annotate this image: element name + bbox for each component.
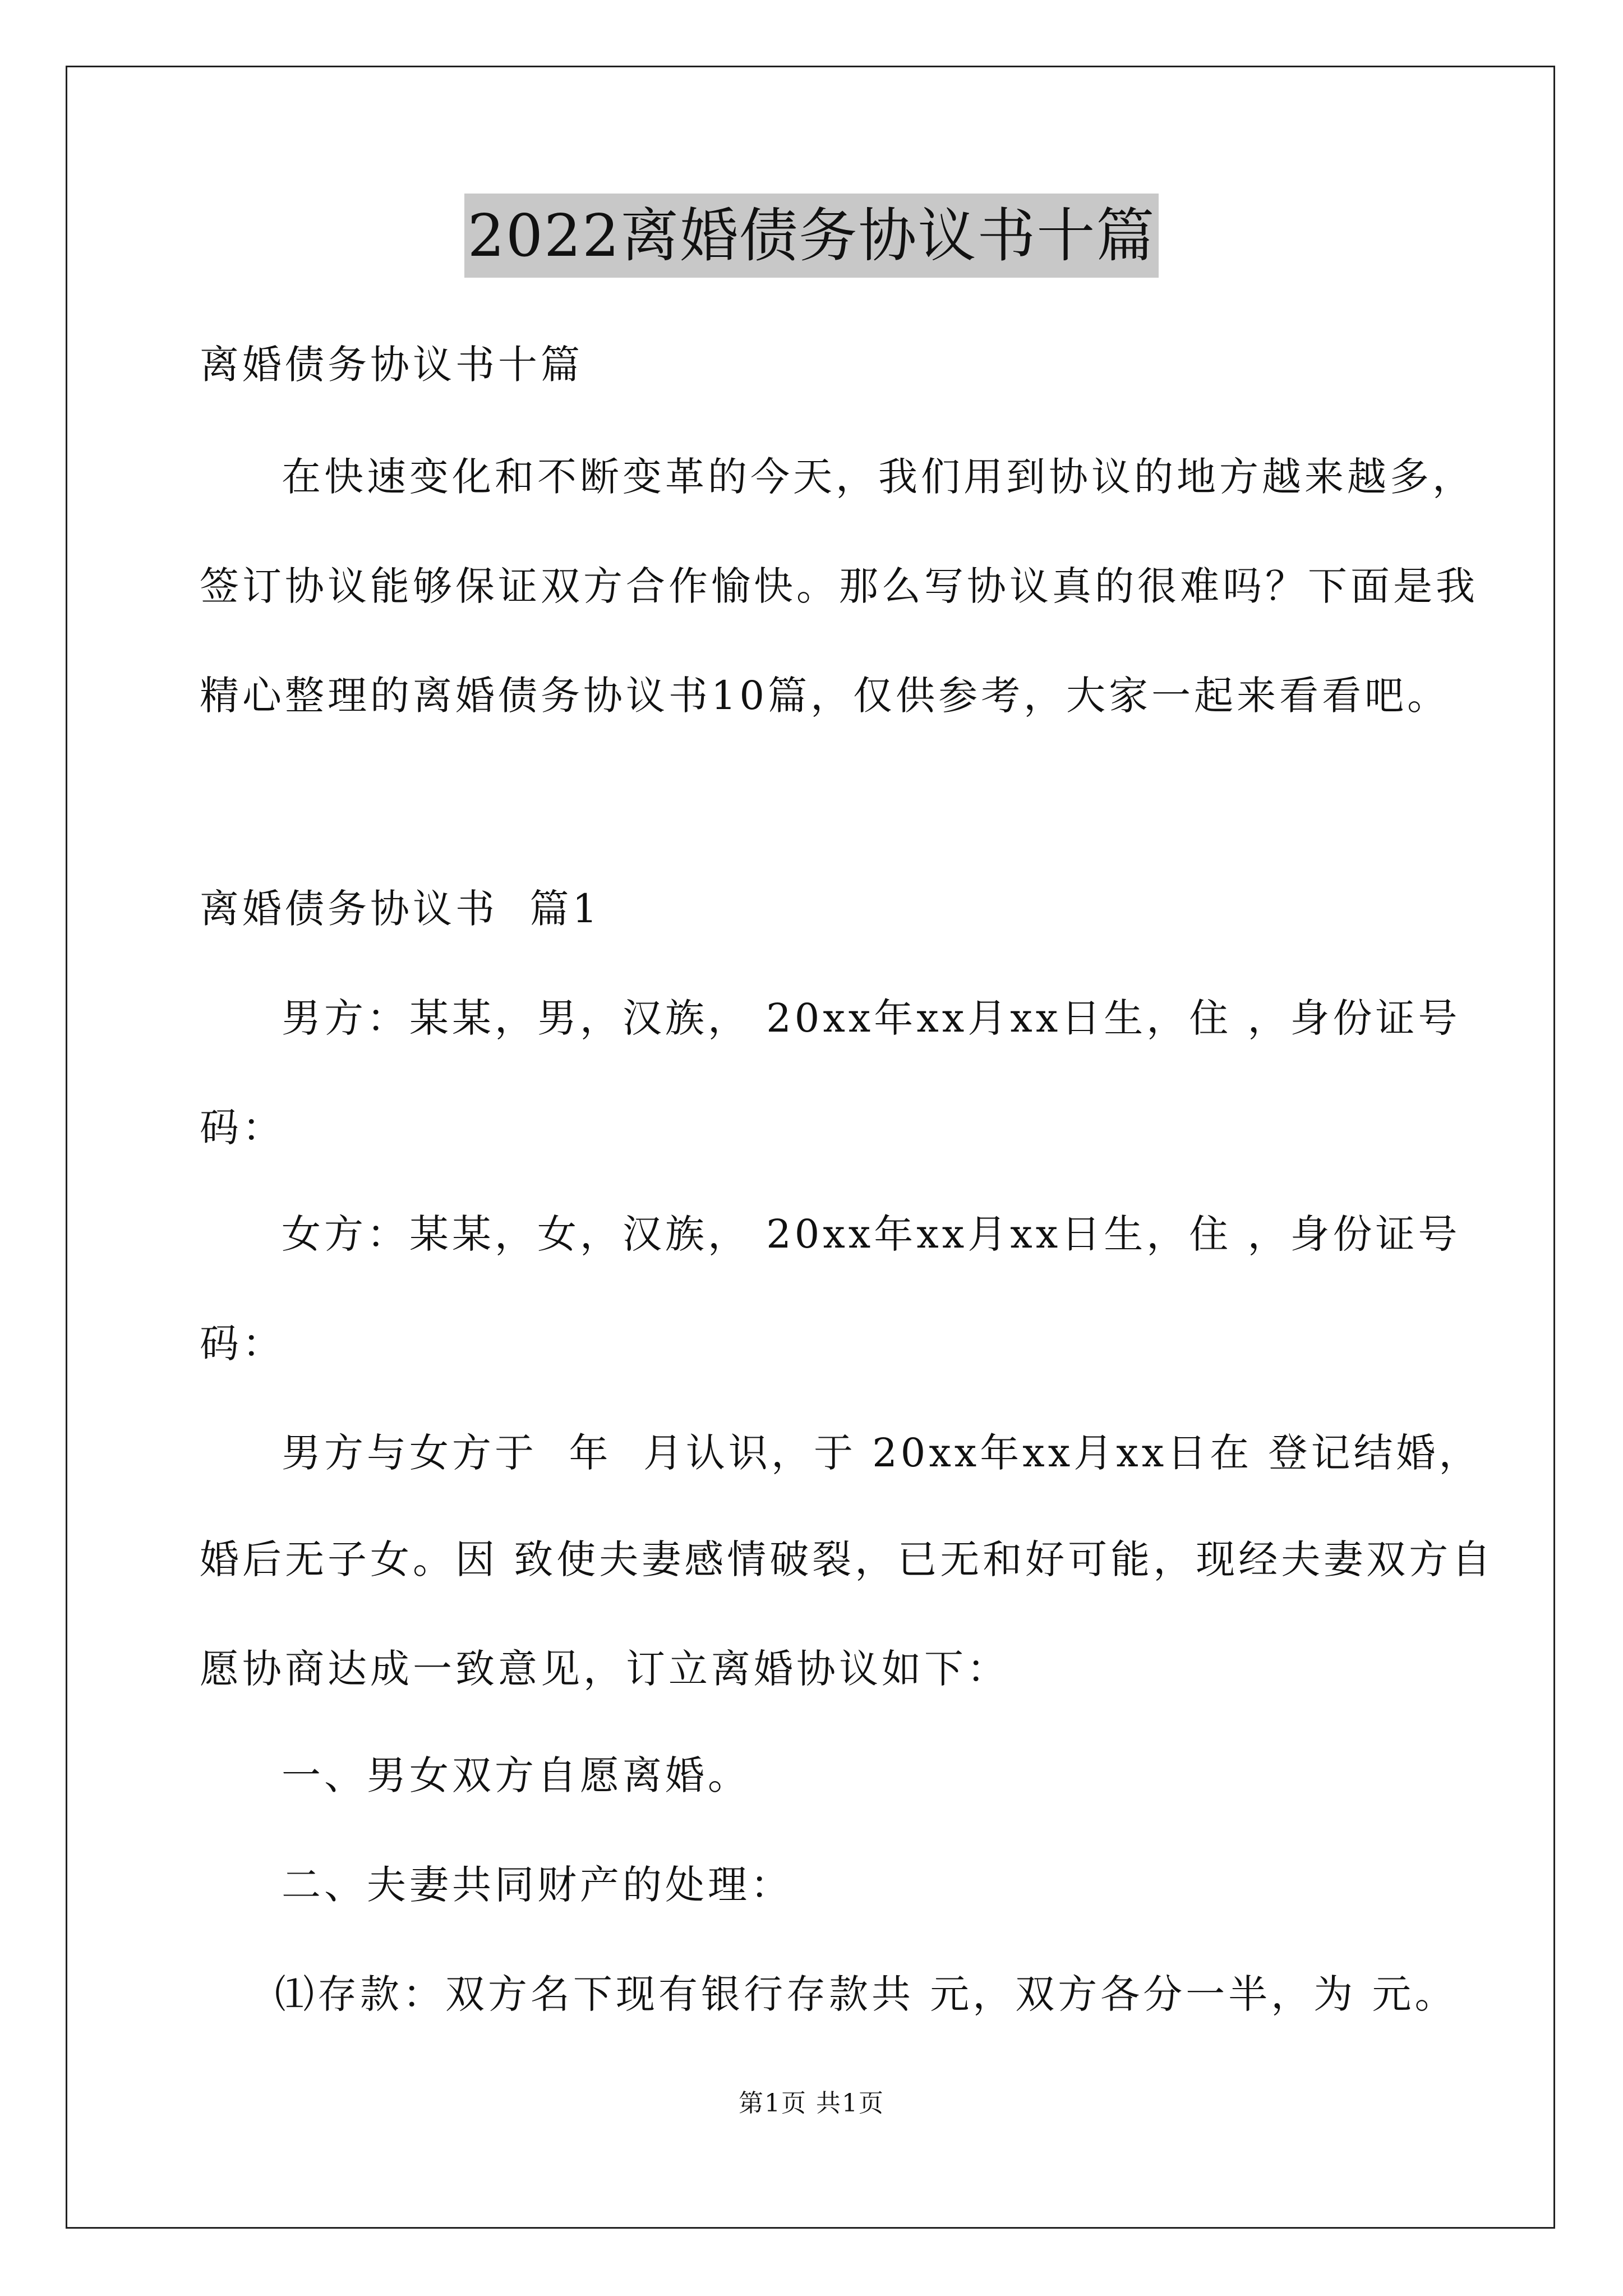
section-heading: 离婚债务协议书 篇1 <box>200 886 601 932</box>
clause-1: 一、男女双方自愿离婚。 <box>282 1752 750 1798</box>
intro-line-1: 在快速变化和不断变革的今天，我们用到协议的地方越来越多， <box>282 454 1475 500</box>
background-line-2: 婚后无子女。因 致使夫妻感情破裂，已无和好可能，现经夫妻双方自 <box>200 1536 1495 1582</box>
intro-line-3: 精心整理的离婚债务协议书10篇，仅供参考，大家一起来看看吧。 <box>200 673 1450 719</box>
intro-line-2: 签订协议能够保证双方合作愉快。那么写协议真的很难吗？下面是我 <box>200 563 1478 609</box>
husband-line-1: 男方：某某，男，汉族， 20xx年xx月xx日生，住 ，身份证号 <box>282 995 1461 1041</box>
background-line-1: 男方与女方于 年 月认识，于 20xx年xx月xx日在 登记结婚， <box>282 1430 1482 1476</box>
background-line-3: 愿协商达成一致意见，订立离婚协议如下： <box>200 1646 1009 1692</box>
wife-line-1: 女方：某某，女，汉族， 20xx年xx月xx日生，住 ，身份证号 <box>282 1211 1461 1257</box>
wife-line-2: 码： <box>200 1320 285 1366</box>
subtitle-line: 离婚债务协议书十篇 <box>200 342 583 388</box>
husband-line-2: 码： <box>200 1105 285 1151</box>
page-footer: 第1页 共1页 <box>739 2089 884 2118</box>
title-wrap <box>0 194 1623 278</box>
clause-2: 二、夫妻共同财产的处理： <box>282 1862 793 1908</box>
document-title: 2022离婚债务协议书十篇 <box>464 194 1159 278</box>
clause-2-item-1: ⑴存款：双方名下现有银行存款共 元，双方各分一半，为 元。 <box>275 1971 1458 2017</box>
